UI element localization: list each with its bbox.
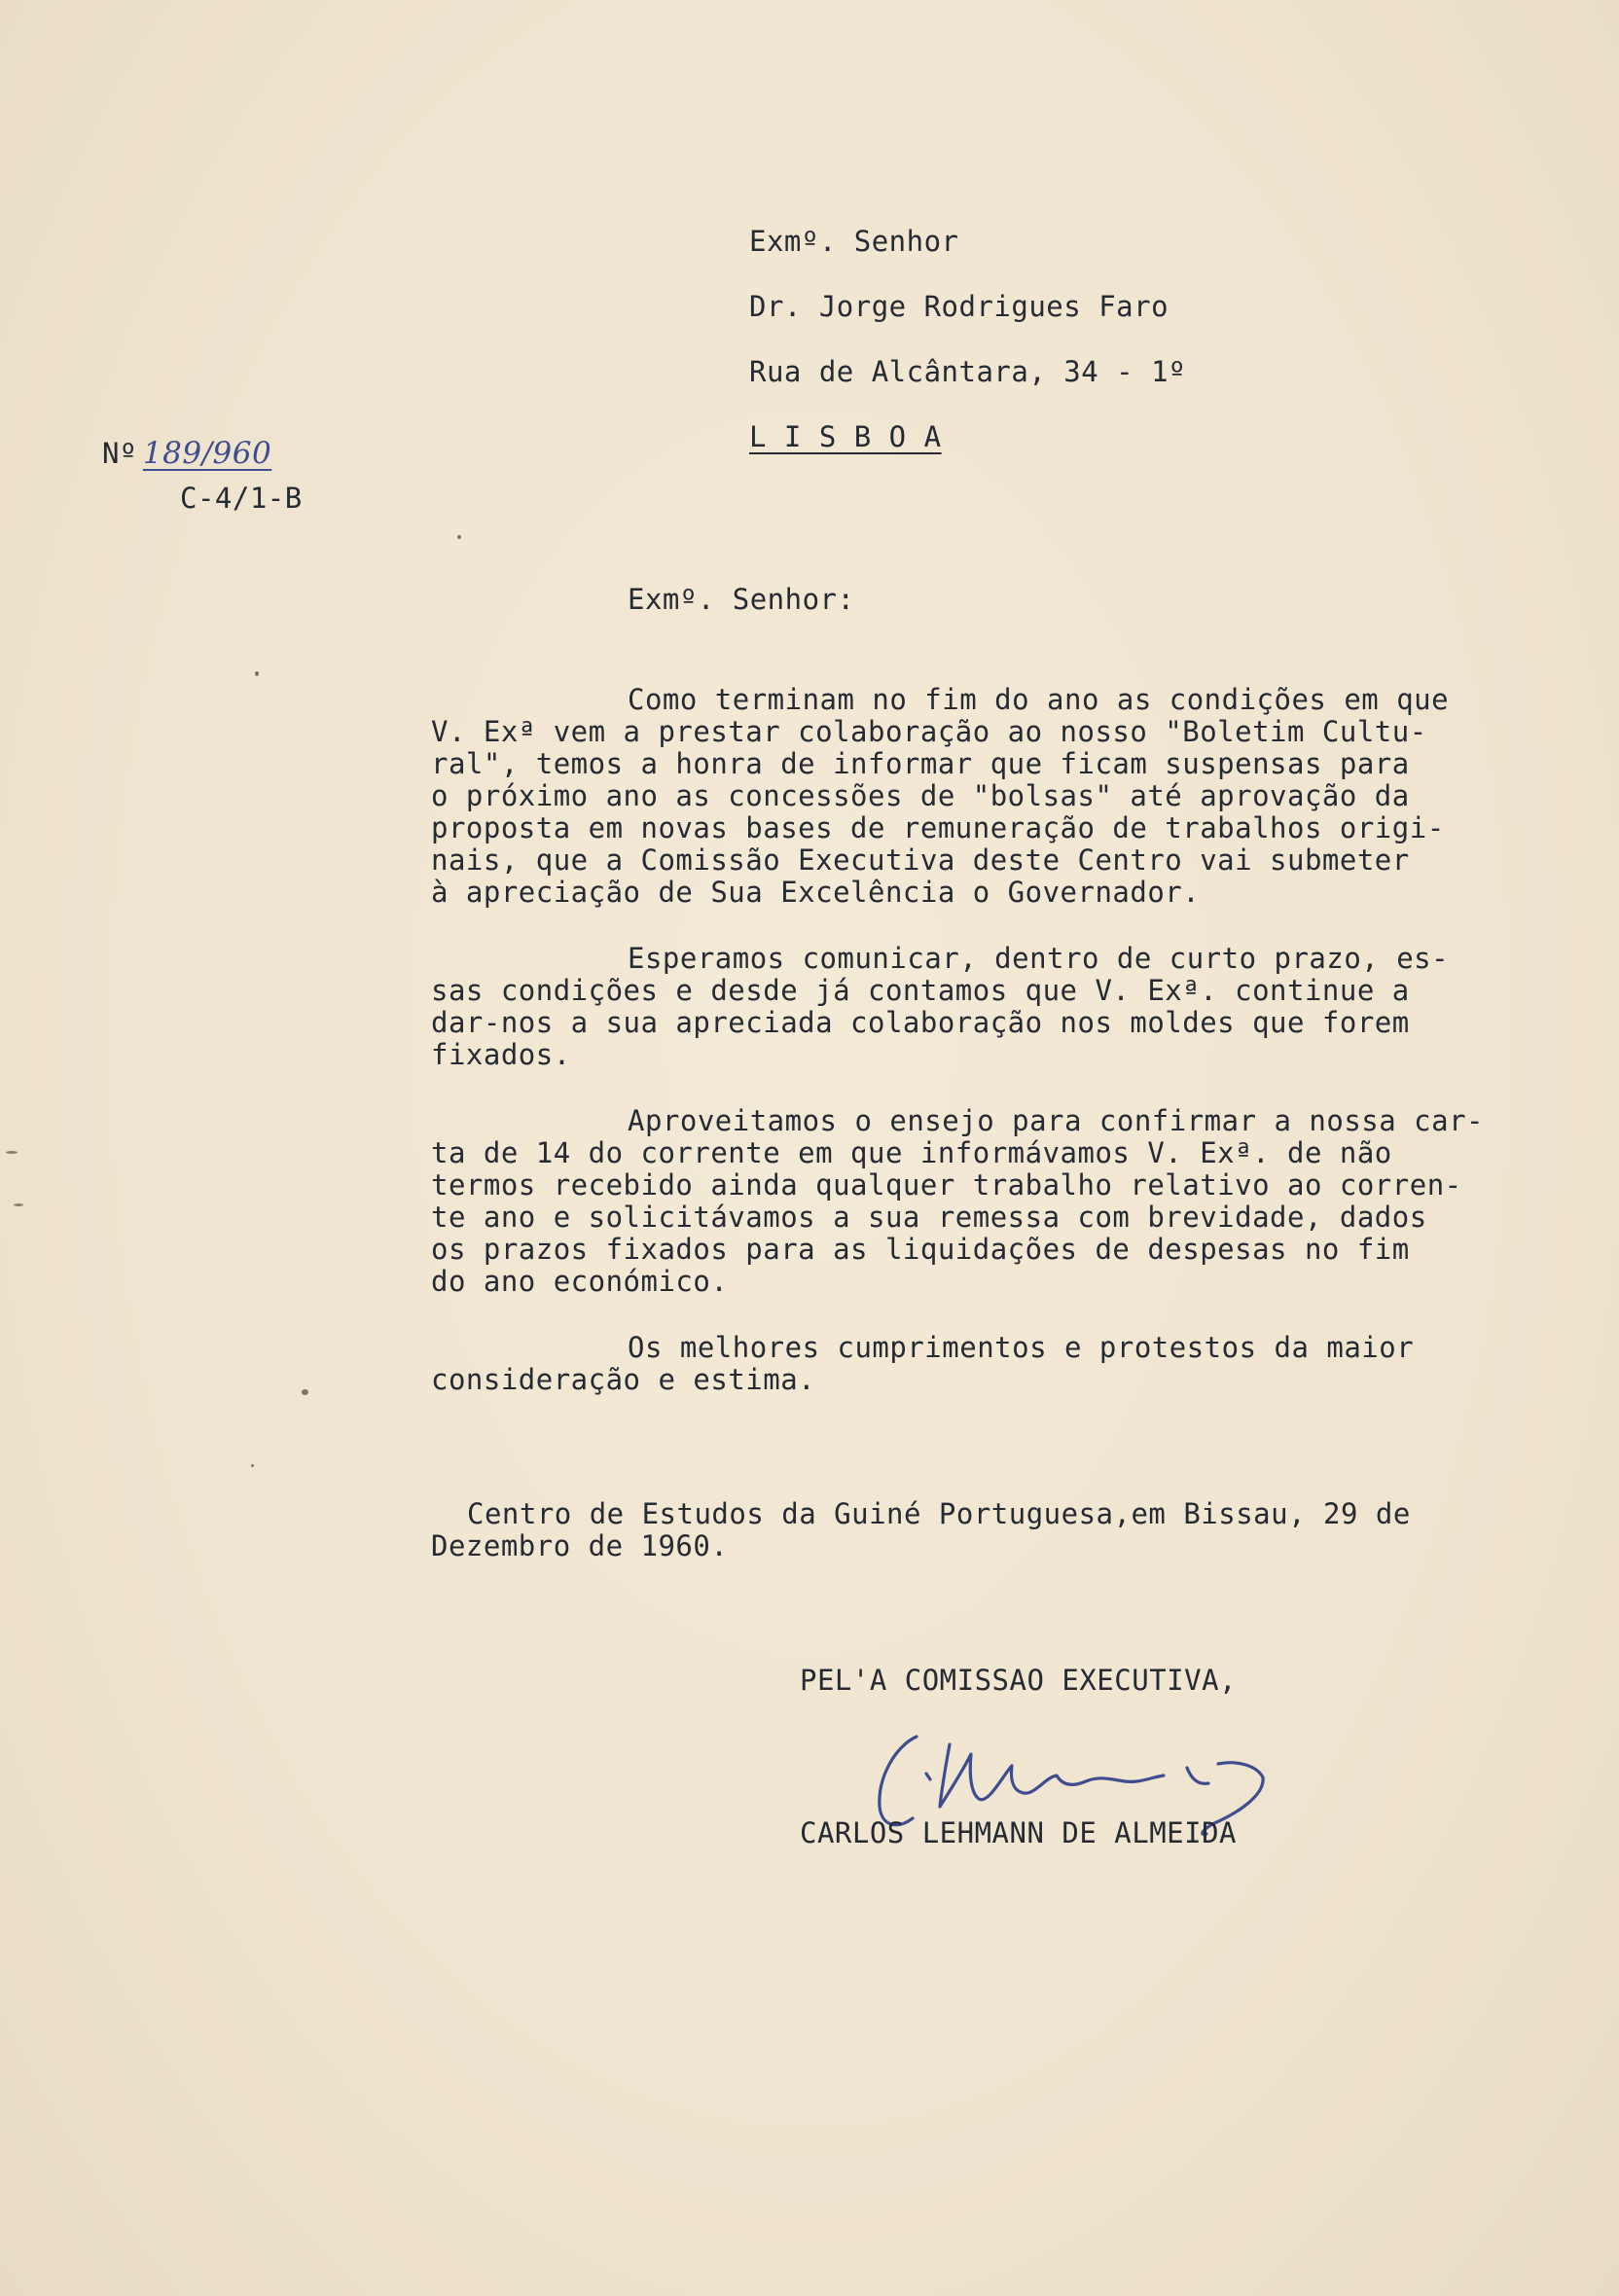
paragraph-line: sas condições e desde já contamos que V. Exª. continue a	[431, 974, 1410, 1007]
paper-speck	[14, 1203, 23, 1206]
address-name: Dr. Jorge Rodrigues Faro	[749, 290, 1169, 323]
paragraph-line: V. Exª vem a prestar colaboração ao nosso "Boletim Cultu-	[431, 715, 1427, 748]
paragraph-line: ral", temos a honra de informar que ficam suspensas para	[431, 747, 1410, 780]
paragraph-line: Os melhores cumprimentos e protestos da maior	[628, 1331, 1415, 1364]
greeting: Exmº. Senhor:	[628, 583, 855, 616]
paragraph-line: do ano económico.	[431, 1265, 729, 1298]
paper-speck	[302, 1389, 308, 1395]
place-date-line-1: Centro de Estudos da Guiné Portuguesa,em Bissau, 29 de	[467, 1497, 1411, 1530]
place-date-line-2: Dezembro de 1960.	[431, 1529, 729, 1562]
reference-code: C-4/1-B	[180, 482, 303, 515]
address-city: L I S B O A	[749, 420, 942, 453]
paragraph-line: proposta em novas bases de remuneração de trabalhos origi-	[431, 811, 1445, 844]
paragraph-line: Esperamos comunicar, dentro de curto prazo, es-	[628, 942, 1450, 975]
paragraph-line: termos recebido ainda qualquer trabalho relativo ao corren-	[431, 1168, 1462, 1202]
paper-speck	[255, 671, 259, 676]
paragraph-line: os prazos fixados para as liquidações de despesas no fim	[431, 1233, 1410, 1266]
reference-number-label: Nº	[102, 437, 137, 470]
paper-speck	[6, 1151, 18, 1154]
address-salutation: Exmº. Senhor	[749, 225, 959, 258]
paragraph-line: ta de 14 do corrente em que informávamos V. Exª. de não	[431, 1136, 1392, 1169]
signatory-name: CARLOS LEHMANN DE ALMEIDA	[800, 1816, 1237, 1849]
paragraph-line: o próximo ano as concessões de "bolsas" até aprovação da	[431, 779, 1410, 812]
paragraph-line: fixados.	[431, 1038, 571, 1071]
paper-speck	[457, 535, 461, 539]
reference-number-value: 189/960	[142, 436, 272, 471]
paragraph-line: consideração e estima.	[431, 1363, 816, 1396]
paragraph-line: Aproveitamos o ensejo para confirmar a nossa car-	[628, 1104, 1485, 1137]
paragraph-line: Como terminam no fim do ano as condições em que	[628, 683, 1450, 716]
closing: PEL'A COMISSAO EXECUTIVA,	[800, 1664, 1237, 1697]
paragraph-line: à apreciação de Sua Excelência o Governador.	[431, 876, 1201, 909]
paper-speck	[251, 1464, 254, 1467]
paragraph-line: nais, que a Comissão Executiva deste Centro vai submeter	[431, 843, 1410, 877]
address-street: Rua de Alcântara, 34 - 1º	[749, 355, 1186, 388]
reference-number	[102, 438, 271, 470]
paragraph-line: dar-nos a sua apreciada colaboração nos moldes que forem	[431, 1006, 1410, 1039]
paragraph-line: te ano e solicitávamos a sua remessa com brevidade, dados	[431, 1201, 1427, 1234]
